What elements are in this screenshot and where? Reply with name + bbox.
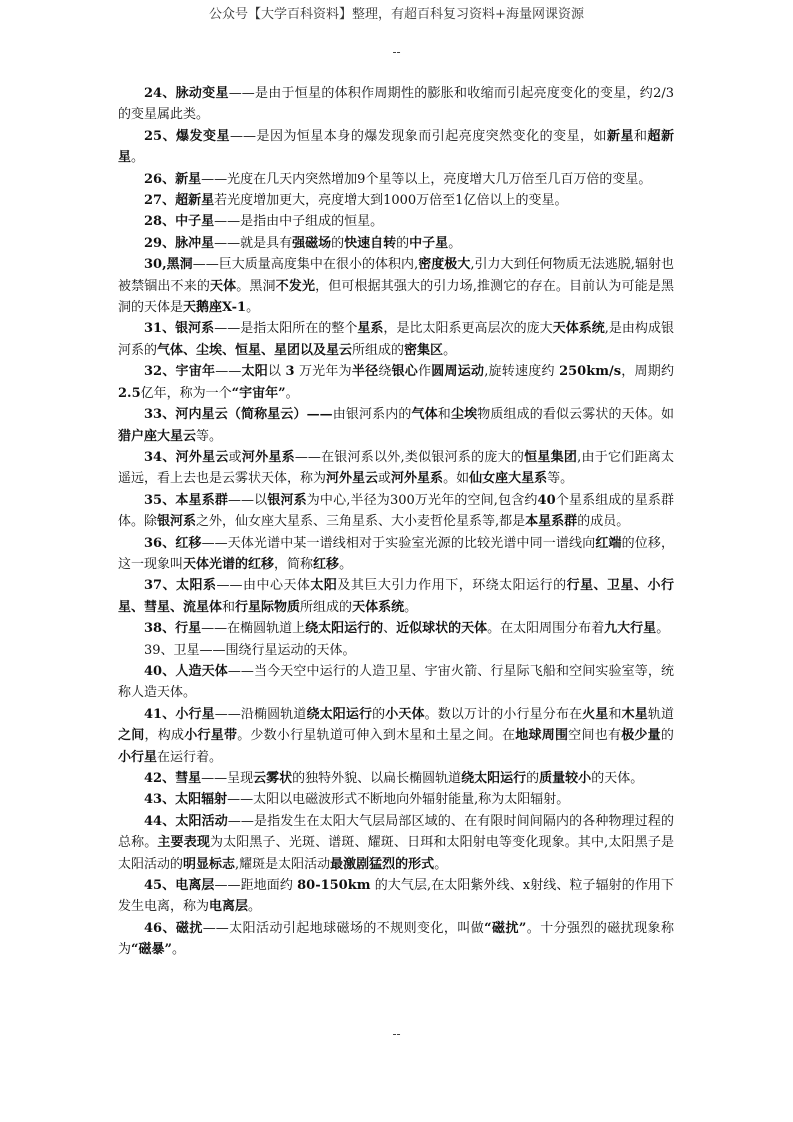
text-segment: 和 <box>608 706 622 722</box>
text-segment: 39、卫星——围绕行星运动的天体。 <box>144 642 356 658</box>
definition-paragraph <box>118 918 674 961</box>
text-segment: 轨道 <box>647 706 674 722</box>
text-segment: ，周期约 <box>621 364 674 380</box>
bold-term: 行星、卫星、小行星、彗星、流星体 <box>118 578 674 615</box>
bold-term: 极少量 <box>621 728 661 744</box>
definition-paragraph <box>118 126 674 169</box>
text-segment: 以 <box>267 364 286 380</box>
bold-term: 近似球状的天体 <box>396 621 488 637</box>
text-segment: ——是因为恒星本身的爆发现象而引起亮度突然变化的变星，如 <box>230 128 608 144</box>
text-segment: ——在椭圆轨道上 <box>201 621 306 637</box>
bold-term: 河外星系 <box>241 449 295 465</box>
text-segment: 。如 <box>443 471 470 487</box>
bold-term: 星系 <box>357 321 384 337</box>
text-segment: ——太阳以电磁波形式不断地向外辐射能量,称为太阳辐射。 <box>227 792 570 808</box>
bold-term: 30,黑洞 <box>144 257 193 273</box>
definition-paragraph <box>118 875 674 918</box>
text-segment: 。 <box>434 856 448 872</box>
bold-term: 银河系 <box>267 492 307 508</box>
bold-term: 80-150km <box>297 878 371 894</box>
definition-paragraph <box>118 318 674 361</box>
bold-term: 小行星带 <box>184 728 238 744</box>
text-segment: 的大气层,在太阳紫外线、x射线、粒子辐射的作用下发生电离，称为 <box>118 878 674 915</box>
text-segment: ——就是具有 <box>214 235 293 251</box>
text-segment: 。 <box>339 556 353 572</box>
text-segment: 等。 <box>196 428 223 444</box>
text-segment: 。 <box>131 150 145 166</box>
bold-term: 红端 <box>595 535 622 551</box>
bold-term: 星云 <box>267 407 294 423</box>
bold-term: 银河系 <box>157 514 197 530</box>
text-segment: ——巨大质量高度集中在很小的体积内, <box>192 257 419 273</box>
bold-term: 密度极大 <box>418 257 471 273</box>
bold-term: 29、脉冲星 <box>144 235 215 251</box>
bold-term: 38、行星 <box>144 621 202 637</box>
bold-term: 红移 <box>313 556 340 572</box>
text-segment: 等。 <box>547 471 574 487</box>
text-segment: ,旋转速度约 <box>484 364 560 380</box>
text-segment: ——当今天空中运行的人造卫星、宇宙火箭、行星际飞船和空间实验室等，统称人造天体。 <box>118 663 674 701</box>
text-segment: 绕 <box>378 364 392 380</box>
bold-term: 最激剧猛烈的形式 <box>330 856 435 872</box>
definition-paragraph <box>118 575 674 618</box>
text-segment: ——由中心天体 <box>216 578 311 594</box>
bold-term: 26、新星 <box>144 171 202 187</box>
text-segment: —— <box>215 364 242 380</box>
definition-paragraph <box>118 618 674 639</box>
text-segment: 的 <box>331 235 345 251</box>
definition-paragraph <box>118 169 674 190</box>
text-segment: 的 <box>396 235 410 251</box>
bold-term: 太阳 <box>241 364 268 380</box>
bold-term: 银心 <box>391 364 419 380</box>
text-segment: 。 <box>404 599 418 615</box>
bold-term: 43、太阳辐射 <box>144 792 228 808</box>
text-segment: 所组成的 <box>300 599 353 615</box>
text-segment: ——光度在几天内突然增加9个星等以上，亮度增大几万倍至几百万倍的变星。 <box>201 171 652 187</box>
text-segment: 和 <box>222 599 236 615</box>
page-header: 公众号【大学百科资料】整理，有超百科复习资料+海量网课资源 <box>209 7 584 22</box>
text-segment: ,由于它们距离太遥远，看上去也是云雾状天体，称为 <box>118 449 674 487</box>
definition-paragraph <box>118 83 674 126</box>
text-segment: ,引力大到任何物质无法逃脱,辐射也被禁锢出不来的 <box>118 257 674 294</box>
bold-term: 太阳 <box>310 578 338 594</box>
bold-term: 37、太阳系 <box>144 578 217 594</box>
bold-term: 25、爆发变星 <box>144 128 230 144</box>
text-segment: 。十分强烈的磁扰现象称为 <box>118 920 674 958</box>
text-segment: ——以 <box>228 492 268 508</box>
text-segment: 之外，仙女座大星系、三角星系、大小麦哲伦星系等,都是 <box>196 514 526 530</box>
text-segment: 由银河系内的 <box>332 407 412 423</box>
text-segment: ，但可根据其强大的引力场,推测它的存在。目前认为可能是黑洞的天体是 <box>118 278 674 316</box>
bold-term: 27、超新星 <box>144 193 215 209</box>
document-body <box>118 83 674 961</box>
bold-term: 天体光谱的红移 <box>183 556 275 572</box>
bold-term: 圆周运动 <box>431 364 485 380</box>
bold-term: 绕太阳运行 <box>306 706 373 722</box>
bold-term: 3 <box>285 364 295 380</box>
bold-term: 新星 <box>607 128 634 144</box>
bold-term: 云雾状 <box>253 771 293 786</box>
text-segment: ——天体光谱中某一谱线相对于实验室光源的比较光谱中同一谱线向 <box>201 535 596 551</box>
text-segment: 。 <box>246 300 260 316</box>
text-segment: 作 <box>418 364 432 380</box>
bold-term: 质量较小 <box>539 771 592 786</box>
bold-term: 九大行星 <box>604 621 657 637</box>
text-segment: ——是指发生在太阳大气层局部区域的、在有限时间间隔内的各种物理过程的总称。 <box>118 813 674 851</box>
definition-paragraph <box>118 254 674 318</box>
text-segment: 的 <box>526 771 540 786</box>
bold-term: 中子星 <box>409 235 449 251</box>
bold-term: 32、宇宙年 <box>144 364 216 380</box>
bold-term: 42、彗星 <box>144 771 202 786</box>
text-segment: 个星系组成的星系群体。除 <box>118 492 674 530</box>
bold-term: 44、太阳活动 <box>144 813 228 829</box>
definition-paragraph <box>118 190 674 211</box>
text-segment: ,是由构成银河系的 <box>118 321 674 358</box>
bold-term: 恒星集团 <box>524 449 578 465</box>
definition-paragraph <box>118 811 674 875</box>
bold-term: 小天体 <box>385 706 425 722</box>
bold-term: 仙女座大星系 <box>469 471 548 487</box>
definition-paragraph <box>118 533 674 576</box>
bold-term: 45、电离层 <box>144 878 215 894</box>
definition-paragraph <box>118 361 674 404</box>
bold-term: ）—— <box>293 407 333 423</box>
separator-bottom: -- <box>392 1027 401 1041</box>
text-segment: ,耀斑是太阳活动 <box>235 856 331 872</box>
definition-paragraph <box>118 768 674 789</box>
text-segment: 的独特外貌、以扁长椭圆轨道 <box>292 771 462 786</box>
text-segment: 。在太阳周围分布着 <box>487 621 605 637</box>
text-segment: 。 <box>248 899 262 915</box>
bold-term: 33、河内星云（简称 <box>144 407 268 423</box>
text-segment: 及其巨大引力作用下，环绕太阳运行的 <box>337 578 567 594</box>
definition-paragraph <box>118 704 674 768</box>
definition-paragraph <box>118 447 674 490</box>
text-segment: 为中心,半径为300万光年的空间,包含约 <box>306 492 538 508</box>
definition-paragraph <box>118 490 674 533</box>
bold-term: 24、脉动变星 <box>144 86 229 101</box>
text-segment: 在运行着。 <box>157 749 223 765</box>
bold-term: 尘埃 <box>450 407 478 423</box>
bold-term: 河外星系 <box>391 471 444 487</box>
text-segment: ——太阳活动引起地球磁场的不规则变化，叫做 <box>202 920 485 936</box>
text-segment: 或 <box>378 471 392 487</box>
text-segment: 。 <box>656 621 670 637</box>
bold-term: 半径 <box>351 364 379 380</box>
bold-term: 气体 <box>411 407 438 423</box>
bold-term: 31、银河系 <box>144 321 215 337</box>
text-segment: 空间也有 <box>568 728 622 744</box>
text-segment: 的 <box>660 728 674 744</box>
bold-term: 天体系统 <box>352 599 405 615</box>
bold-term: 电离层 <box>209 899 249 915</box>
bold-term: 天体 <box>209 278 237 294</box>
text-segment: ——是指由中子组成的恒星。 <box>214 214 384 230</box>
text-segment: 。黑洞 <box>236 278 276 294</box>
text-segment: 的位移，这一现象叫 <box>118 535 674 572</box>
text-segment: 。数以万计的小行星分布在 <box>424 706 583 722</box>
text-segment: 物质组成的看似云雾状的天体。如 <box>477 407 674 423</box>
text-segment: 和 <box>437 407 451 423</box>
text-segment: 所组成的 <box>352 342 405 358</box>
bold-term: 绕太阳运行的 <box>305 621 384 637</box>
text-segment: ——呈现 <box>201 771 254 786</box>
bold-term: 木星 <box>621 706 648 722</box>
text-segment: ，构成 <box>144 728 185 744</box>
bold-term: 天鹅座X-1 <box>183 300 247 316</box>
bold-term: 40 <box>537 492 556 508</box>
bold-term: 绕太阳运行 <box>461 771 527 786</box>
bold-term: 不发光 <box>275 278 316 294</box>
bold-term: 河外星云 <box>326 471 379 487</box>
bold-term: 46、磁扰 <box>144 920 203 936</box>
bold-term: 2.5 <box>118 385 141 401</box>
text-segment: ——距地面约 <box>214 878 298 894</box>
text-segment: ，简称 <box>274 556 314 572</box>
text-segment: 为太阳黑子、光斑、谱斑、耀斑、日珥和太阳射电等变化现象。其中,太阳黑子是太阳活动的 <box>118 835 674 872</box>
bold-term: 40、人造天体 <box>144 663 228 679</box>
definition-paragraph <box>118 640 674 661</box>
bold-term: 超新星 <box>118 128 674 166</box>
definition-paragraph <box>118 661 674 704</box>
text-segment: ——在银河系以外,类似银河系的庞大的 <box>294 449 525 465</box>
bold-term: 明显标志 <box>183 856 236 872</box>
bold-term: “宇宙年” <box>231 385 286 401</box>
text-segment: 。 <box>171 942 185 958</box>
bold-term: 天体系统 <box>552 321 605 337</box>
bold-term: 36、红移 <box>144 535 202 551</box>
text-segment: ——沿椭圆轨道 <box>214 706 307 722</box>
text-segment: 的 <box>372 706 386 722</box>
text-segment: 。 <box>443 342 457 358</box>
bold-term: 气体、尘埃、恒星、星团以及星云 <box>157 342 353 358</box>
bold-term: 本星系群 <box>525 514 578 530</box>
text-segment: 。 <box>285 385 299 401</box>
text-segment: 。少数小行星轨道可伸入到木星和土星之间。在 <box>237 728 516 744</box>
bold-term: 地球周围 <box>515 728 569 744</box>
separator-top: -- <box>392 45 401 59</box>
definition-paragraph <box>118 404 674 447</box>
text-segment: 或 <box>228 449 242 465</box>
bold-term: 34、河外星云 <box>144 449 229 465</box>
text-segment: 的天体。 <box>591 771 644 786</box>
text-segment: ——是指太阳所在的整个 <box>214 321 358 337</box>
text-segment: ，是比太阳系更高层次的庞大 <box>383 321 553 337</box>
bold-term: 强磁场 <box>292 235 332 251</box>
bold-term: “磁暴” <box>131 942 172 958</box>
bold-term: 主要表现 <box>157 835 210 851</box>
text-segment: 和 <box>634 128 648 144</box>
definition-paragraph <box>118 789 674 810</box>
text-segment: 万光年为 <box>294 364 352 380</box>
bold-term: 28、中子星 <box>144 214 215 230</box>
definition-paragraph <box>118 211 674 232</box>
text-segment: ——是由于恒星的体积作周期性的膨胀和收缩而引起亮度变化的变星，约2/3的变星属此类。 <box>118 86 674 123</box>
bold-term: “磁扰” <box>484 920 527 936</box>
bold-term: 35、本星系群 <box>144 492 228 508</box>
bold-term: 小行星 <box>118 749 158 765</box>
bold-term: 火星 <box>582 706 609 722</box>
text-segment: 。 <box>448 235 462 251</box>
text-segment: 若光度增加更大，亮度增大到1000万倍至1亿倍以上的变星。 <box>214 193 568 209</box>
definition-paragraph <box>118 233 674 254</box>
bold-term: 快速自转 <box>344 235 397 251</box>
bold-term: 之间 <box>118 728 145 744</box>
bold-term: 行星际物质 <box>235 599 301 615</box>
text-segment: 亿年，称为一个 <box>140 385 232 401</box>
text-segment: 的成员。 <box>577 514 630 530</box>
bold-term: 猎户座大星云 <box>118 428 197 444</box>
bold-term: 250km/s <box>559 364 622 380</box>
bold-term: 密集区 <box>404 342 444 358</box>
text-segment: 、 <box>383 621 397 637</box>
bold-term: 41、小行星 <box>144 706 215 722</box>
